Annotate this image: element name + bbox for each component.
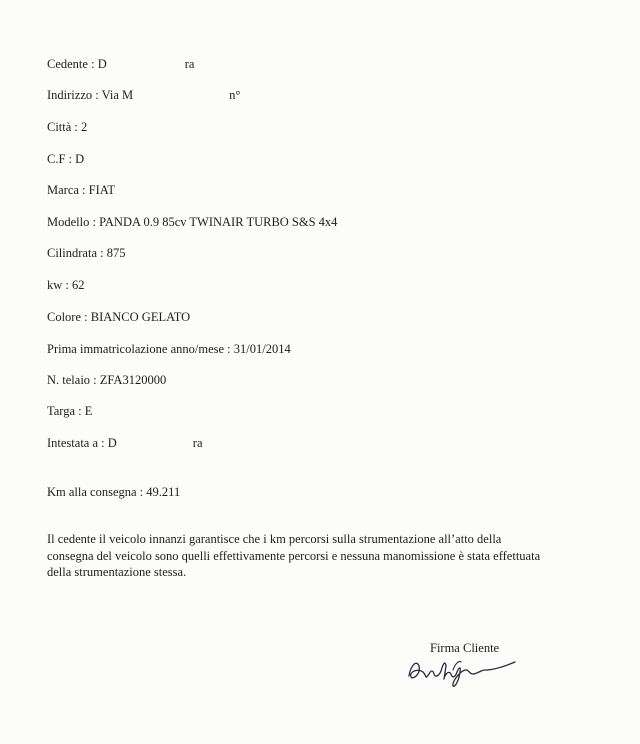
value-intestata-tail: ra: [192, 436, 203, 450]
label-citta: Città :: [47, 120, 82, 134]
handwritten-signature: [403, 650, 533, 690]
label-intestata: Intestata a :: [47, 436, 108, 450]
value-km-consegna: 49.211: [146, 485, 181, 499]
field-cilindrata: [47, 247, 125, 260]
value-cedente-tail: ra: [184, 57, 195, 71]
value-cf: D: [75, 152, 85, 166]
signature-label: Firma Cliente: [430, 641, 500, 655]
value-telaio: ZFA3120000: [99, 373, 167, 387]
label-marca: Marca :: [47, 183, 89, 197]
field-telaio: [47, 374, 166, 387]
field-cedente: [47, 58, 194, 71]
label-cf: C.F :: [47, 152, 76, 166]
value-modello: PANDA 0.9 85cv TWINAIR TURBO S&S 4x4: [99, 215, 338, 229]
field-indirizzo: [47, 89, 240, 102]
label-prima-immatricolazione: Prima immatricolazione anno/mese :: [47, 342, 234, 356]
label-colore: Colore :: [47, 310, 91, 324]
label-cilindrata: Cilindrata :: [47, 246, 107, 260]
value-prima-immatricolazione: 31/01/2014: [233, 342, 291, 356]
value-cilindrata: 875: [106, 246, 126, 260]
field-targa: [47, 405, 92, 418]
label-telaio: N. telaio :: [47, 373, 100, 387]
label-km-consegna: Km alla consegna :: [47, 485, 147, 499]
value-citta: 2: [81, 120, 88, 134]
label-targa: Targa :: [47, 404, 85, 418]
value-kw: 62: [72, 278, 85, 292]
declaration-paragraph: Il cedente il veicolo innanzi garantisce che i km percorsi sulla strumentazione all’atto della consegna del veicolo sono quelli effettivamente percorsi e nessuna manomissione è stata effettuata della strumentazione stessa.: [47, 532, 541, 579]
label-kw: kw :: [47, 278, 72, 292]
value-colore: BIANCO GELATO: [90, 310, 191, 324]
value-intestata: D: [107, 436, 117, 450]
label-indirizzo: Indirizzo :: [47, 88, 102, 102]
value-marca: FIAT: [88, 183, 116, 197]
value-cedente: D: [97, 57, 107, 71]
field-prima-immatricolazione: [47, 343, 291, 356]
field-modello: [47, 216, 337, 229]
field-colore: [47, 311, 190, 324]
field-kw: [47, 279, 85, 292]
value-indirizzo-tail: n°: [229, 88, 241, 102]
field-intestata: [47, 437, 203, 450]
field-km-consegna: [47, 486, 180, 499]
value-targa: E: [84, 404, 93, 418]
field-marca: [47, 184, 115, 197]
field-citta: [47, 121, 87, 134]
label-modello: Modello :: [47, 215, 100, 229]
field-cf: [47, 153, 84, 166]
label-cedente: Cedente :: [47, 57, 98, 71]
value-indirizzo: Via M: [101, 88, 134, 102]
